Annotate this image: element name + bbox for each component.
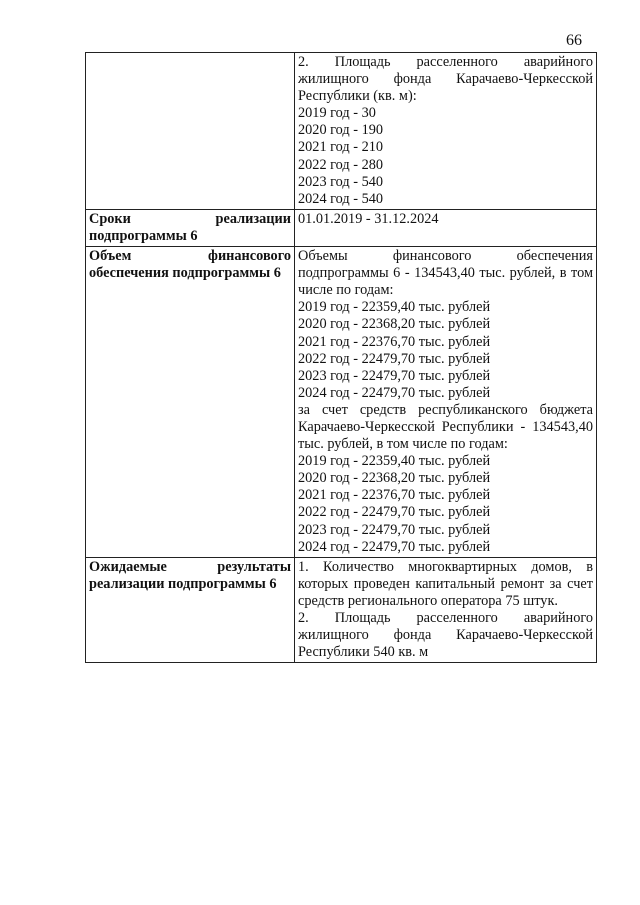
list-item: 2024 год - 22479,70 тыс. рублей (298, 538, 491, 555)
label-cell (86, 557, 295, 663)
list-item: 2021 год - 22376,70 тыс. рублей (298, 487, 491, 504)
list-item: 2023 год - 22479,70 тыс. рублей (298, 367, 491, 384)
list-item: 2021 год - 22376,70 тыс. рублей (298, 333, 491, 350)
label-cell (86, 209, 295, 246)
table-row (86, 209, 597, 246)
list-item: 2019 год - 30 (298, 105, 376, 122)
result-item: 2. Площадь расселенного аварийного жилищного фонда Карачаево-Черкесской Республики 540 кв. м (298, 610, 593, 661)
row-label: Сроки реализации подпрограммы 6 (89, 210, 291, 244)
list-item: 2020 год - 22368,20 тыс. рублей (298, 316, 491, 333)
funding-intro: Объемы финансового обеспечения подпрограммы 6 - 134543,40 тыс. рублей, в том числе по годам: (298, 248, 593, 299)
label-cell (86, 53, 295, 210)
label-cell (86, 247, 295, 558)
period-value: 01.01.2019 - 31.12.2024 (298, 210, 439, 227)
list-item: 2020 год - 190 (298, 122, 384, 139)
list-item: 2024 год - 540 (298, 190, 384, 207)
list-item: 2022 год - 22479,70 тыс. рублей (298, 350, 491, 367)
table-row (86, 557, 597, 663)
list-item: 2021 год - 210 (298, 139, 384, 156)
row-label: Объем финансового обеспечения подпрограммы 6 (89, 248, 291, 282)
value-cell (295, 557, 597, 663)
page-number: 66 (566, 32, 582, 49)
list-item: 2024 год - 22479,70 тыс. рублей (298, 384, 491, 401)
list-item: 2022 год - 22479,70 тыс. рублей (298, 504, 491, 521)
table-row (86, 247, 597, 558)
list-item: 2019 год - 22359,40 тыс. рублей (298, 299, 491, 316)
value-cell (295, 53, 597, 210)
list-item: 2023 год - 22479,70 тыс. рублей (298, 521, 491, 538)
list-item: 2023 год - 540 (298, 173, 384, 190)
row-label: Ожидаемые результаты реализации подпрограммы 6 (89, 558, 291, 592)
indicator-text: 2. Площадь расселенного аварийного жилищного фонда Карачаево-Черкесской Республики (кв. м): (298, 54, 593, 105)
funding-intro-regional: за счет средств республиканского бюджета Карачаево-Черкесской Республики - 134543,40 тыс. рублей, в том числе по годам: (298, 401, 593, 453)
passport-table (85, 52, 597, 663)
result-item: 1. Количество многоквартирных домов, в которых проведен капитальный ремонт за счет средств регионального оператора 75 штук. (298, 558, 593, 609)
list-item: 2022 год - 280 (298, 156, 384, 173)
list-item: 2019 год - 22359,40 тыс. рублей (298, 453, 491, 470)
table-row (86, 53, 597, 210)
value-cell (295, 209, 597, 246)
value-cell (295, 247, 597, 558)
list-item: 2020 год - 22368,20 тыс. рублей (298, 470, 491, 487)
